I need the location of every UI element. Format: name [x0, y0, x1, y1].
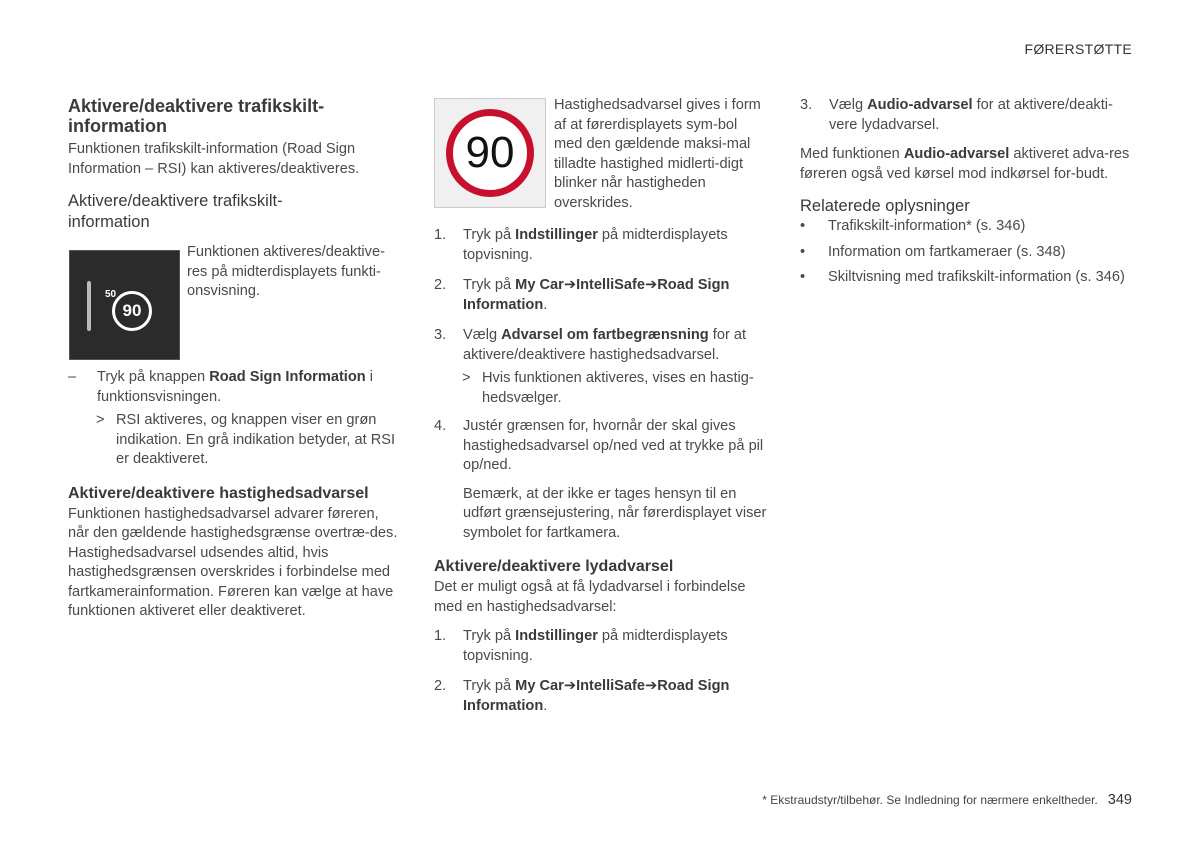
section-header: FØRERSTØTTE	[1024, 41, 1132, 57]
arrow-right-icon: ➔	[563, 277, 577, 293]
related-link-2[interactable]: • Information om fartkameraer (s. 348)	[800, 243, 1066, 260]
column-1	[68, 96, 403, 622]
step-4: 4. Justér grænsen for, hvornår der skal gives hastighedsadvarsel op/ned ved at trykke på pil op/ned.	[434, 418, 764, 473]
related-heading: Relaterede oplysninger	[800, 197, 970, 215]
speed-sign-icon	[112, 291, 152, 331]
related-link-1[interactable]: • Trafikskilt-information* (s. 346)	[800, 218, 1026, 234]
related-link-3[interactable]: • Skiltvisning med trafikskilt-information (s. 346)	[800, 269, 1125, 285]
speed-limit-value: 90	[465, 128, 515, 177]
arrow-right-icon: ➔	[645, 678, 658, 694]
audio-warning-steps	[434, 627, 769, 716]
audio-warning-note: Med funktionen Audio-advarsel aktiveret adva-res føreren også ved kørsel mod indkørsel for-budt.	[800, 146, 1130, 182]
arrow-right-icon: ➔	[645, 277, 658, 293]
indicator-bar	[87, 281, 91, 331]
sign-caption: Hastighedsadvarsel gives i form af at førerdisplayets sym-bol med den gældende maksi-mal tilladte hastighed midlerti-digt blinker når hastigheden overskrides.	[554, 97, 761, 211]
figure-row	[68, 229, 403, 361]
subheading-audio-warning: Aktivere/deaktivere lydadvarsel	[434, 558, 674, 575]
road-sign-button-label: Road Sign Information	[209, 369, 366, 385]
speed-sign-icon-value: 90	[122, 301, 142, 320]
step-4-note: Bemærk, at der ikke er tages hensyn til en udført grænsejustering, når førerdisplayet viser symbolet for fartkamera.	[463, 485, 767, 541]
column-2	[434, 96, 769, 716]
arrow-right-icon: ➔	[563, 678, 577, 694]
subheading-speed-warning: Aktivere/deaktivere hastighedsadvarsel	[68, 484, 369, 502]
speed-limit-sign-icon	[446, 109, 534, 197]
step-2: 2. Tryk på My Car➔IntelliSafe➔Road Sign Information.	[434, 277, 730, 313]
page-number: 349	[1107, 792, 1132, 808]
sign-row	[434, 96, 769, 214]
settings-label: Indstillinger	[515, 227, 598, 243]
speed-sign-small-icon: 50	[105, 289, 117, 300]
result-rsi: > RSI aktiveres, og knappen viser en grøn indikation. En grå indikation betyder, at RSI er deaktiveret.	[96, 412, 396, 467]
audio-warning-text: Det er muligt også at få lydadvarsel i forbindelse med en hastighedsadvarsel:	[434, 579, 746, 615]
subheading-rsi: Aktivere/deaktivere trafikskilt-information	[68, 192, 283, 231]
speed-warning-text: Funktionen hastighedsadvarsel advarer føreren, når den gældende hastighedsgrænse overtræ-des. Hastighedsadvarsel udsendes altid, hvis hastighedsgrænsen overskrides i forbindelse med fartkamerainformation. Føreren kan vælge at have funktionen aktiveret eller deaktiveret.	[68, 505, 398, 619]
step-1: 1. Tryk på Indstillinger på midterdisplayets topvisning.	[434, 227, 728, 263]
step-3: 3. Vælg Advarsel om fartbegrænsning for at aktivere/deaktivere hastighedsadvarsel.	[434, 327, 747, 363]
column-3	[800, 96, 1135, 294]
step-dash: –	[68, 369, 77, 385]
audio-step-2: 2. Tryk på My Car➔IntelliSafe➔Road Sign Information.	[434, 678, 730, 714]
page-title: Aktivere/deaktivere trafikskilt-information	[68, 96, 325, 136]
audio-step-1: 1. Tryk på Indstillinger på midterdisplayets topvisning.	[434, 628, 728, 664]
step-rsi: – Tryk på knappen Road Sign Information i funktionsvisningen.	[68, 369, 373, 405]
intro-text: Funktionen trafikskilt-information (Road Sign Information – RSI) kan aktiveres/deaktiveres.	[68, 141, 360, 177]
audio-step-3: 3. Vælg Audio-advarsel for at aktivere/deakti-vere lydadvarsel.	[800, 97, 1113, 133]
figure-caption: Funktionen aktiveres/deaktive-res på midterdisplayets funkti-onsvisning.	[187, 244, 385, 299]
footer	[762, 792, 1132, 808]
related-list	[800, 217, 1135, 288]
step-3-result: > Hvis funktionen aktiveres, vises en hastig-hedsvælger.	[462, 370, 754, 406]
speed-warning-steps	[434, 226, 769, 365]
footnote-text: * Ekstraudstyr/tilbehør. Se Indledning for nærmere enkeltheder.	[762, 793, 1098, 807]
speed-limit-sign-figure	[434, 98, 546, 208]
function-button-figure	[69, 250, 180, 360]
